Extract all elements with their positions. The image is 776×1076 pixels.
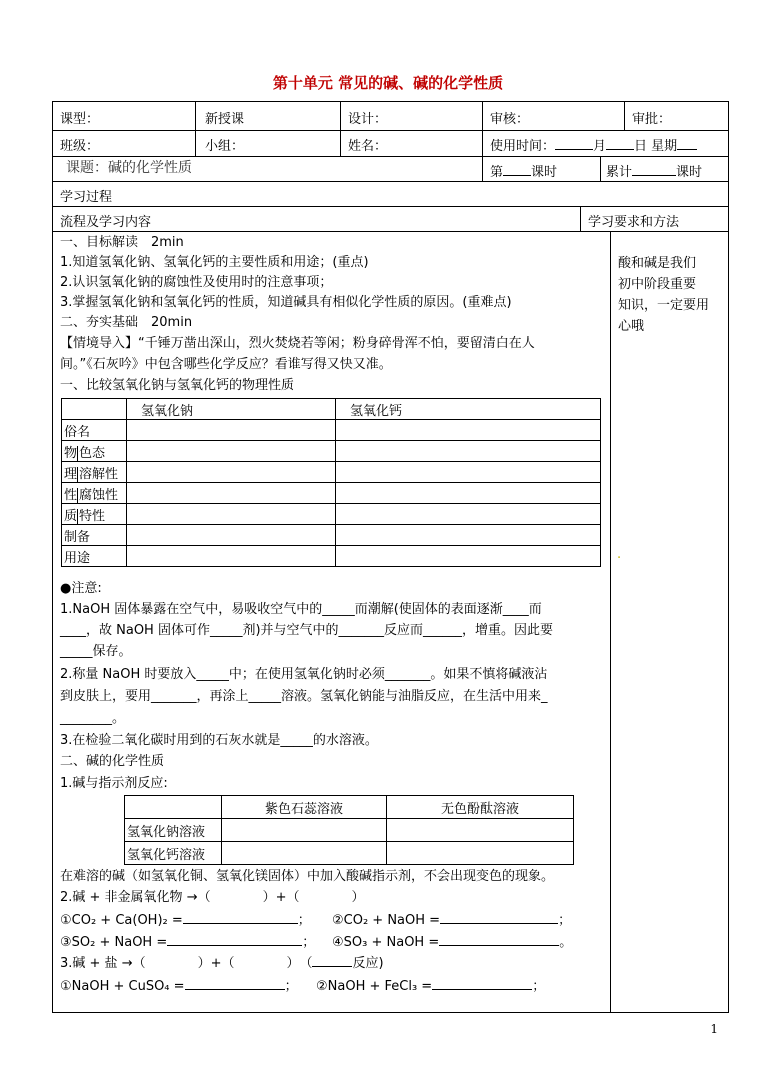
table-row: 制备: [62, 525, 601, 546]
side-note-3: 知识，一定要用: [618, 298, 710, 313]
equation-3: ③SO₂ + NaOH = ；: [60, 932, 315, 953]
course-type-value: 新授课: [205, 112, 245, 127]
frame-bottom: [52, 1012, 729, 1013]
note-2-line-3: ________。: [60, 711, 126, 726]
course-type-label: 课型：: [60, 112, 100, 127]
note-title: ●注意:: [60, 581, 102, 596]
total-field: 累计 课时: [606, 161, 702, 180]
table-row: 氢氧化钠溶液: [125, 819, 574, 842]
note-1-line-1: 1.NaOH 固体暴露在空气中，易吸收空气中的_____而潮解(使固体的表面逐渐____而: [60, 602, 542, 617]
note-1-line-2: ____，故 NaOH 固体可作_____剂)并与空气中的_______反应而______，增重。因此要: [60, 623, 554, 638]
designer-label: 设计：: [348, 112, 388, 127]
method-label: 学习要求和方法: [588, 215, 680, 230]
indicator-title: 1.碱与指示剂反应:: [60, 776, 168, 791]
table-row: 用途: [62, 546, 601, 567]
side-note-4: 心哦: [618, 319, 645, 334]
goal-3: 3.掌握氢氧化钠和氢氧化钙的性质，知道碱具有相似化学性质的原因。(重难点): [60, 295, 512, 310]
indicator-table: [124, 795, 574, 865]
equation-5: ①NaOH + CuSO₄ = ；: [60, 976, 298, 997]
compare-title: 一、比较氢氧化钠与氢氧化钙的物理性质: [60, 378, 295, 393]
insoluble-note: 在难溶的碱（如氢氧化铜、氢氧化镁固体）中加入酸碱指示剂，不会出现变色的现象。: [60, 869, 555, 884]
approver-label: 审批：: [632, 112, 672, 127]
table-row: 物 色态: [62, 441, 601, 462]
salt-title: 3.碱 + 盐 →（ ）+（ ） （ 反应): [60, 953, 384, 974]
frame-left: [52, 101, 53, 1013]
intro-line-1: 【情境导入】“千锤万凿出深山，烈火焚烧若等闲；粉身碎骨浑不怕，要留清白在人: [60, 336, 535, 351]
header-phenolphthalein: 无色酚酞溶液: [387, 796, 574, 819]
chem-title: 二、碱的化学性质: [60, 754, 165, 769]
note-3: 3.在检验二氧化碳时用到的石灰水就是_____的水溶液。: [60, 733, 378, 748]
header-caoh2: 氢氧化钙: [336, 399, 601, 420]
process-label: 学习过程: [60, 190, 113, 205]
equation-1: ①CO₂ + Ca(OH)₂ = ；: [60, 910, 311, 931]
use-time: 使用时间： 月 日 星期: [490, 135, 697, 154]
table-row: 氢氧化钙溶液: [125, 842, 574, 865]
page-number: 1: [710, 1022, 718, 1036]
header-litmus: 紫色石蕊溶液: [222, 796, 387, 819]
goal-1: 1.知道氢氧化钠、氢氧化钙的主要性质和用途；(重点): [60, 255, 369, 270]
table-row: 性 腐蚀性: [62, 483, 601, 504]
physical-properties-table: [61, 398, 601, 567]
table-row: 质 特性: [62, 504, 601, 525]
flow-label: 流程及学习内容: [60, 215, 152, 230]
base-title: 二、夯实基础 20min: [60, 315, 193, 330]
nonmetal-title: 2.碱 + 非金属氧化物 →（ ）+（ ）: [60, 890, 365, 905]
equation-2: ②CO₂ + NaOH = ；: [332, 910, 571, 931]
goal-2: 2.认识氢氧化钠的腐蚀性及使用时的注意事项；: [60, 275, 333, 290]
equation-6: ②NaOH + FeCl₃ = ；: [316, 976, 545, 997]
document-title: 第十单元 常见的碱、碱的化学性质: [272, 74, 504, 92]
side-note-1: 酸和碱是我们: [618, 256, 697, 271]
period-field: 第 课时: [490, 161, 557, 180]
group-label: 小组：: [205, 139, 245, 154]
reviewer-label: 审核：: [490, 112, 530, 127]
intro-line-2: 间。”《石灰吟》中包含哪些化学反应？看谁写得又快又准。: [60, 357, 392, 372]
frame-top: [52, 101, 729, 102]
name-label: 姓名：: [348, 139, 388, 154]
table-row: 理 溶解性: [62, 462, 601, 483]
side-dot: .: [617, 547, 622, 562]
class-label: 班级：: [60, 139, 100, 154]
note-1-line-3: _____保存。: [60, 644, 132, 659]
goal-title: 一、目标解读 2min: [60, 235, 184, 250]
note-2-line-1: 2.称量 NaOH 时要放入_____中；在使用氢氧化钠时必须_______。如果不慎将碱液沾: [60, 667, 548, 682]
topic-label: 课题：碱的化学性质: [66, 160, 192, 176]
note-2-line-2: 到皮肤上，要用_______，再涂上_____溶液。氢氧化钠能与油脂反应，在生活中用来_: [60, 689, 548, 704]
header-naoh: 氢氧化钠: [127, 399, 336, 420]
side-note-2: 初中阶段重要: [618, 277, 697, 292]
frame-right: [728, 101, 729, 1013]
table-row: 俗名: [62, 420, 601, 441]
equation-4: ④SO₃ + NaOH = 。: [332, 932, 572, 953]
